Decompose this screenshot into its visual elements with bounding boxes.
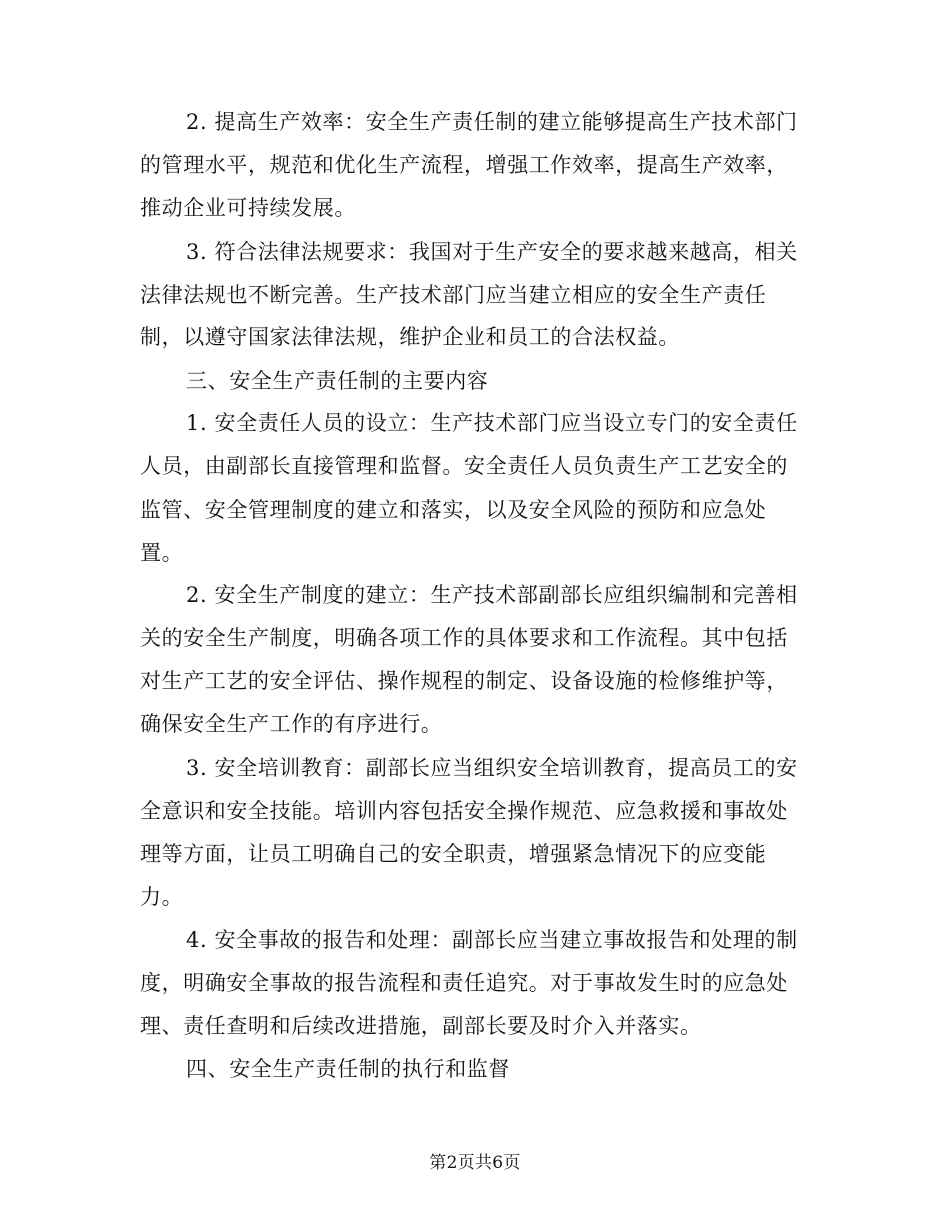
text-line: 对生产工艺的安全评估、操作规程的制定、设备设施的检修维护等， bbox=[140, 669, 788, 693]
text-line: 监管、安全管理制度的建立和落实，以及安全风险的预防和应急处 bbox=[140, 498, 767, 522]
text-line: 推动企业可持续发展。 bbox=[140, 196, 356, 220]
text-line: 全意识和安全技能。培训内容包括安全操作规范、应急救援和事故处 bbox=[140, 799, 788, 823]
text-line: 力。 bbox=[140, 885, 184, 909]
text-line: 3. 安全培训教育：副部长应当组织安全培训教育，提高员工的安 bbox=[186, 756, 798, 780]
text-line: 3. 符合法律法规要求：我国对于生产安全的要求越来越高，相关 bbox=[186, 240, 798, 264]
text-line: 置。 bbox=[140, 541, 184, 565]
text-line: 理等方面，让员工明确自己的安全职责，增强紧急情况下的应变能 bbox=[140, 842, 767, 866]
page-number-footer: 第2页共6页 bbox=[429, 1153, 521, 1173]
section-heading: 三、安全生产责任制的主要内容 bbox=[186, 369, 489, 393]
text-line: 理、责任查明和后续改进措施，副部长要及时介入并落实。 bbox=[140, 1014, 702, 1038]
text-line: 制，以遵守国家法律法规，维护企业和员工的合法权益。 bbox=[140, 325, 680, 349]
text-line: 人员，由副部长直接管理和监督。安全责任人员负责生产工艺安全的 bbox=[140, 454, 788, 478]
text-line: 的管理水平，规范和优化生产流程，增强工作效率，提高生产效率， bbox=[140, 153, 788, 177]
text-line: 4. 安全事故的报告和处理：副部长应当建立事故报告和处理的制 bbox=[186, 928, 798, 952]
text-line: 度，明确安全事故的报告流程和责任追究。对于事故发生时的应急处 bbox=[140, 971, 788, 995]
text-line: 2. 提高生产效率：安全生产责任制的建立能够提高生产技术部门 bbox=[186, 110, 798, 134]
text-line: 2. 安全生产制度的建立：生产技术部副部长应组织编制和完善相 bbox=[186, 583, 798, 607]
section-heading: 四、安全生产责任制的执行和监督 bbox=[186, 1057, 510, 1081]
text-line: 1. 安全责任人员的设立：生产技术部门应当设立专门的安全责任 bbox=[186, 411, 798, 435]
text-line: 确保安全生产工作的有序进行。 bbox=[140, 712, 443, 736]
text-line: 法律法规也不断完善。生产技术部门应当建立相应的安全生产责任 bbox=[140, 283, 767, 307]
text-line: 关的安全生产制度，明确各项工作的具体要求和工作流程。其中包括 bbox=[140, 626, 788, 650]
